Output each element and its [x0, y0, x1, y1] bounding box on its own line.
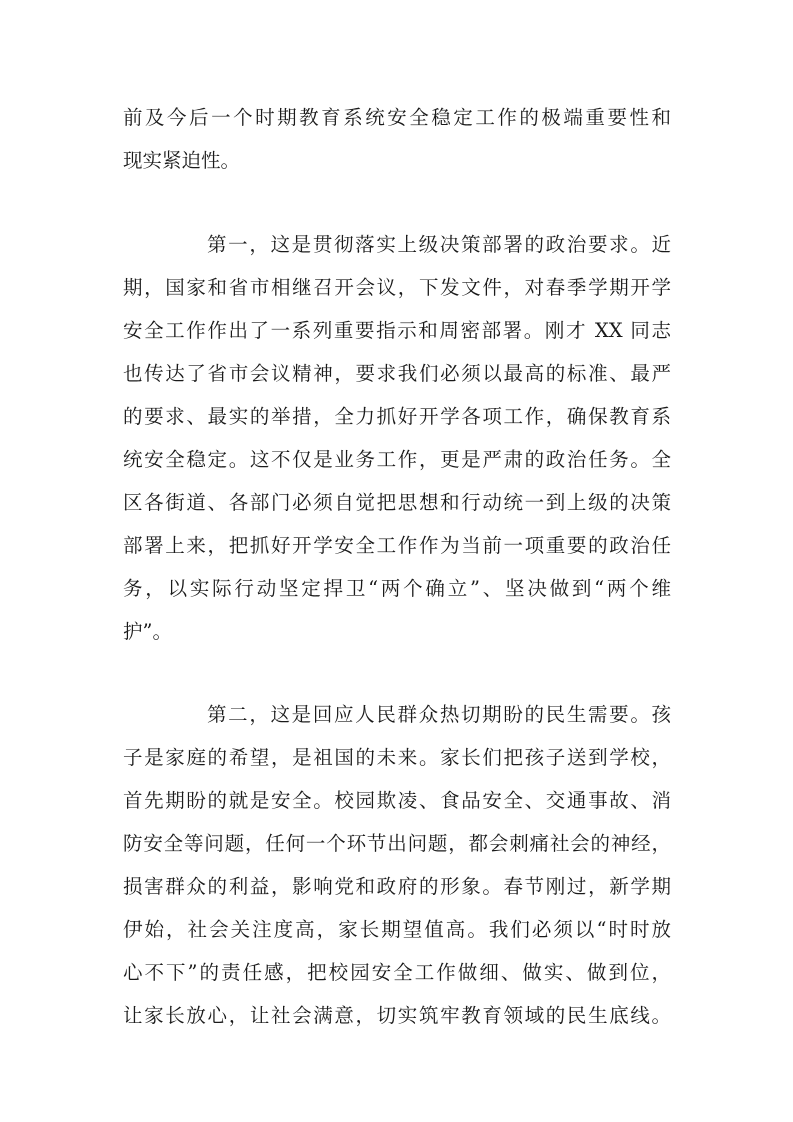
text-line: 首先期盼的就是安全。校园欺凌、食品安全、交通事故、消: [123, 789, 671, 812]
text-line: 务，以实际行动坚定捍卫“两个确立”、坚决做到“两个维: [123, 577, 671, 600]
text-line: 期，国家和省市相继召开会议，下发文件，对春季学期开学: [123, 276, 671, 299]
text-line: 子是家庭的希望，是祖国的未来。家长们把孩子送到学校，: [123, 746, 671, 769]
text-line: 第二，这是回应人民群众热切期盼的民生需要。孩: [207, 703, 671, 726]
text-line: 损害群众的利益，影响党和政府的形象。春节刚过，新学期: [123, 875, 671, 898]
text-line: 第一，这是贯彻落实上级决策部署的政治要求。近: [207, 233, 671, 256]
text-line: 伊始，社会关注度高，家长期望值高。我们必须以“时时放: [123, 918, 671, 941]
text-line: 的要求、最实的举措，全力抓好开学各项工作，确保教育系: [123, 405, 671, 428]
text-line: 防安全等问题，任何一个环节出问题，都会刺痛社会的神经，: [123, 832, 671, 855]
text-line: 让家长放心，让社会满意，切实筑牢教育领域的民生底线。: [123, 1004, 671, 1027]
text-line: 部署上来，把抓好开学安全工作作为当前一项重要的政治任: [123, 534, 671, 557]
text-line: 安全工作作出了一系列重要指示和周密部署。刚才 XX 同志: [123, 319, 671, 342]
text-line: 前及今后一个时期教育系统安全稳定工作的极端重要性和: [123, 106, 671, 129]
text-line: 现实紧迫性。: [123, 149, 241, 172]
text-line: 心不下”的责任感，把校园安全工作做细、做实、做到位，: [123, 961, 671, 984]
text-line: 也传达了省市会议精神，要求我们必须以最高的标准、最严: [123, 362, 671, 385]
text-line: 统安全稳定。这不仅是业务工作，更是严肃的政治任务。全: [123, 448, 671, 471]
text-line: 护”。: [123, 620, 172, 643]
text-line: 区各街道、各部门必须自觉把思想和行动统一到上级的决策: [123, 491, 671, 514]
